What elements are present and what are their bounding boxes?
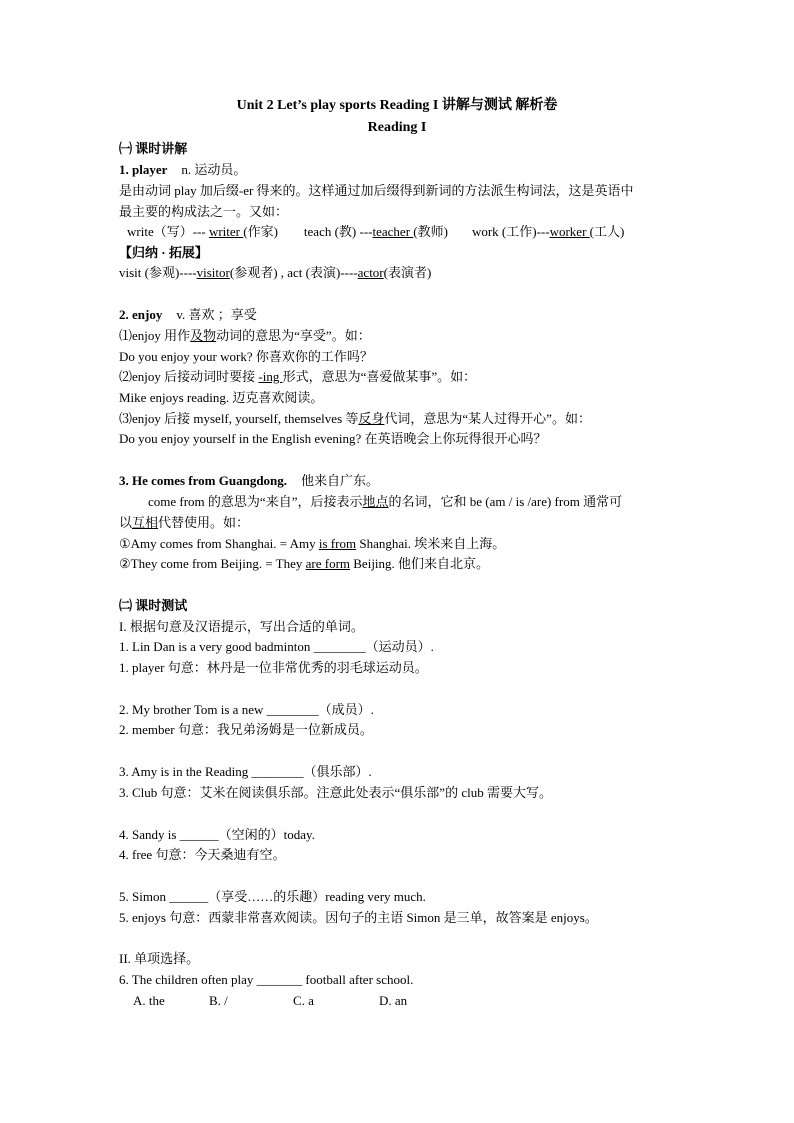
item3-keyword: 地点 <box>362 494 389 509</box>
extend-text: visit (参观)---- <box>119 265 197 280</box>
item2-line2: Do you enjoy your work? 你喜欢你的工作吗？ <box>119 349 373 364</box>
item1-term: 1. player <box>119 162 168 177</box>
example-derived-word: teacher <box>372 224 414 239</box>
document-title: Unit 2 Let’s play sports Reading I 讲解与测试 解析卷 <box>236 98 558 113</box>
item3-para2 <box>119 514 249 532</box>
item3-sentence: 3. He comes from Guangdong. <box>119 473 288 488</box>
option-a: A. the <box>133 993 165 1008</box>
item3-text: ①Amy comes from Shanghai. = Amy <box>119 536 319 551</box>
answer-1: 1. player 句意：林丹是一位非常优秀的羽毛球运动员。 <box>119 660 428 675</box>
option-c: C. a <box>293 993 314 1008</box>
example-derived-word: writer <box>208 224 244 239</box>
item2-line3 <box>119 368 476 386</box>
example-text: teach (教) --- <box>303 224 373 239</box>
item3-translation: 他来自广东。 <box>301 473 380 488</box>
item3-keyword: are form <box>305 556 351 571</box>
question-2: 2. My brother Tom is a new ________（成员）. <box>119 702 374 717</box>
question-1: 1. Lin Dan is a very good badminton ________（运动员）. <box>119 639 434 654</box>
answer-3: 3. Club 句意：艾米在阅读俱乐部。注意此处表示“俱乐部”的 club 需要大写。 <box>119 785 552 800</box>
item2-line6: Do you enjoy yourself in the English evening? 在英语晚会上你玩得很开心吗？ <box>119 431 547 446</box>
option-d: D. an <box>379 993 408 1008</box>
example-derived-word: worker <box>549 224 590 239</box>
item3-keyword: is from <box>318 536 357 551</box>
item1-headline <box>119 161 246 179</box>
item3-para1 <box>148 493 622 511</box>
item2-text: 形式，意思为“喜爱做某事”。如： <box>282 369 477 384</box>
item3-text: Shanghai. 埃米来自上海。 <box>356 536 506 551</box>
question-6-options <box>133 992 407 1010</box>
question-5: 5. Simon ______（享受……的乐趣）reading very much. <box>119 889 426 904</box>
item2-text: ⑴enjoy 用作 <box>119 328 191 343</box>
extend-text: (表演者) <box>383 265 432 280</box>
example-text: (作家) <box>243 224 278 239</box>
question-4: 4. Sandy is ______（空闲的）today. <box>119 827 315 842</box>
answer-5: 5. enjoys 句意：西蒙非常喜欢阅读。因句子的主语 Simon 是三单，故答案是 enjoys。 <box>119 910 598 925</box>
item1-para1: 是由动词 play 加后缀-er 得来的。这样通过加后缀得到新词的方法派生构词法，这是英语中 <box>119 183 634 198</box>
item2-pos: v. 喜欢 ；享受 <box>176 307 257 322</box>
item3-example1 <box>119 535 505 553</box>
document-subtitle: Reading I <box>367 120 427 135</box>
extend-derived-word: actor <box>357 265 384 280</box>
item3-text: ②They come from Beijing. = They <box>119 556 306 571</box>
item2-line4: Mike enjoys reading. 迈克喜欢阅读。 <box>119 390 324 405</box>
item2-text: 代词，意思为“某人过得开心”。如： <box>384 411 591 426</box>
part2-title: II. 单项选择。 <box>119 951 200 966</box>
item3-keyword: 互相 <box>132 515 159 530</box>
answer-2: 2. member 句意：我兄弟汤姆是一位新成员。 <box>119 722 373 737</box>
item2-text: ⑵enjoy 后接动词时要接 <box>119 369 259 384</box>
example-text: (教师) <box>413 224 448 239</box>
item3-headline <box>119 472 379 490</box>
item1-examples <box>127 223 624 241</box>
item2-line1 <box>119 327 371 345</box>
item3-text: Beijing. 他们来自北京。 <box>350 556 490 571</box>
item2-headline <box>119 306 257 324</box>
test-heading: ㈡ 课时测试 <box>119 598 188 613</box>
item3-text: 以 <box>119 515 133 530</box>
item3-text: come from 的意思为“来自”，后接表示 <box>148 494 363 509</box>
part1-title: I. 根据句意及汉语提示，写出合适的单词。 <box>119 619 364 634</box>
example-text: (工人) <box>589 224 625 239</box>
item2-text: 动词的意思为“享受”。如： <box>216 328 371 343</box>
extend-heading: 【归纳 · 拓展】 <box>119 245 208 260</box>
item2-text: ⑶enjoy 后接 myself, yourself, themselves 等 <box>119 411 359 426</box>
item2-keyword: -ing <box>258 369 283 384</box>
answer-4: 4. free 句意：今天桑迪有空。 <box>119 847 286 862</box>
lecture-heading: ㈠ 课时讲解 <box>119 141 188 156</box>
item1-pos: n. 运动员。 <box>181 162 247 177</box>
extend-text: (参观者) , act (表演)---- <box>229 265 358 280</box>
item1-para2: 最主要的构成法之一。又如： <box>119 204 289 219</box>
extend-line <box>119 264 431 282</box>
item3-text: 代替使用。如： <box>158 515 250 530</box>
example-text: work (工作)--- <box>471 224 550 239</box>
item2-line5 <box>119 410 591 428</box>
option-b: B. / <box>209 993 228 1008</box>
question-6: 6. The children often play _______ football after school. <box>119 972 414 987</box>
item3-text: 的名词，它和 be (am / is /are) from 通常可 <box>388 494 623 509</box>
item3-example2 <box>119 555 489 573</box>
item2-keyword: 反身 <box>358 411 385 426</box>
question-3: 3. Amy is in the Reading ________（俱乐部）. <box>119 764 372 779</box>
item2-term: 2. enjoy <box>119 307 163 322</box>
extend-derived-word: visitor <box>196 265 230 280</box>
example-text: write（写）--- <box>127 224 209 239</box>
item2-keyword: 及物 <box>190 328 217 343</box>
